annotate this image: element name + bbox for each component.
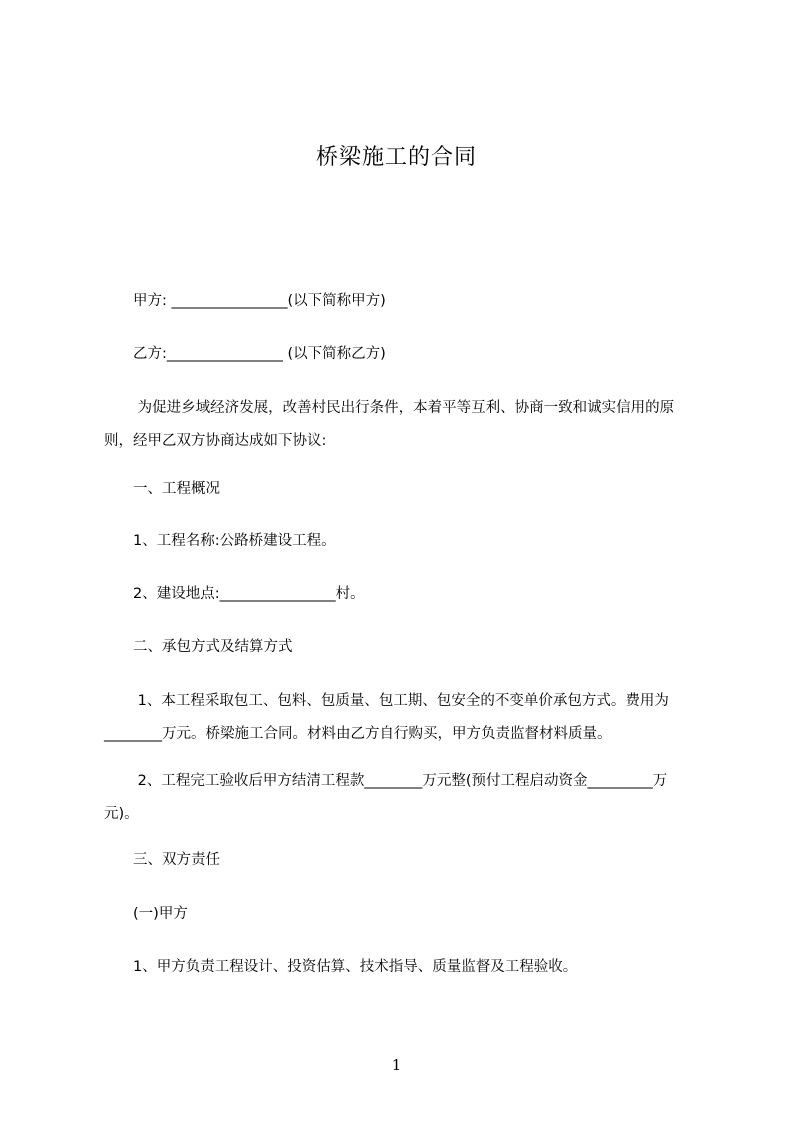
section-2-heading: 二、承包方式及结算方式 [104,639,293,655]
settlement-paragraph: 2、工程完工验收后甲方结清工程款________万元整(预付工程启动资金_________万元)。 [104,773,668,822]
contract-method-paragraph: 1、本工程采取包工、包料、包质量、包工期、包安全的不变单价承包方式。费用为________万元。桥梁施工合同。材料由乙方自行购买，甲方负责监督材料质量。 [104,693,669,742]
section-1-heading: 一、工程概况 [104,481,220,497]
project-location-line: 2、建设地点:________________村。 [104,586,365,602]
party-a-subheading: (一)甲方 [104,906,188,922]
party-b-line: 乙方:________________ (以下简称乙方) [104,346,386,362]
document-title: 桥梁施工的合同 [315,145,477,170]
preamble-paragraph: 为促进乡域经济发展，改善村民出行条件，本着平等互利、协商一致和诚实信用的原则，经甲乙双方协商达成如下协议: [104,400,675,449]
page-number: 1 [391,1056,402,1074]
section-3-heading: 三、双方责任 [104,852,220,868]
project-name-line: 1、工程名称:公路桥建设工程。 [104,533,336,549]
party-a-line: 甲方: ________________(以下简称甲方) [104,293,386,309]
party-a-duty-1: 1、甲方负责工程设计、投资估算、技术指导、质量监督及工程验收。 [104,959,578,975]
